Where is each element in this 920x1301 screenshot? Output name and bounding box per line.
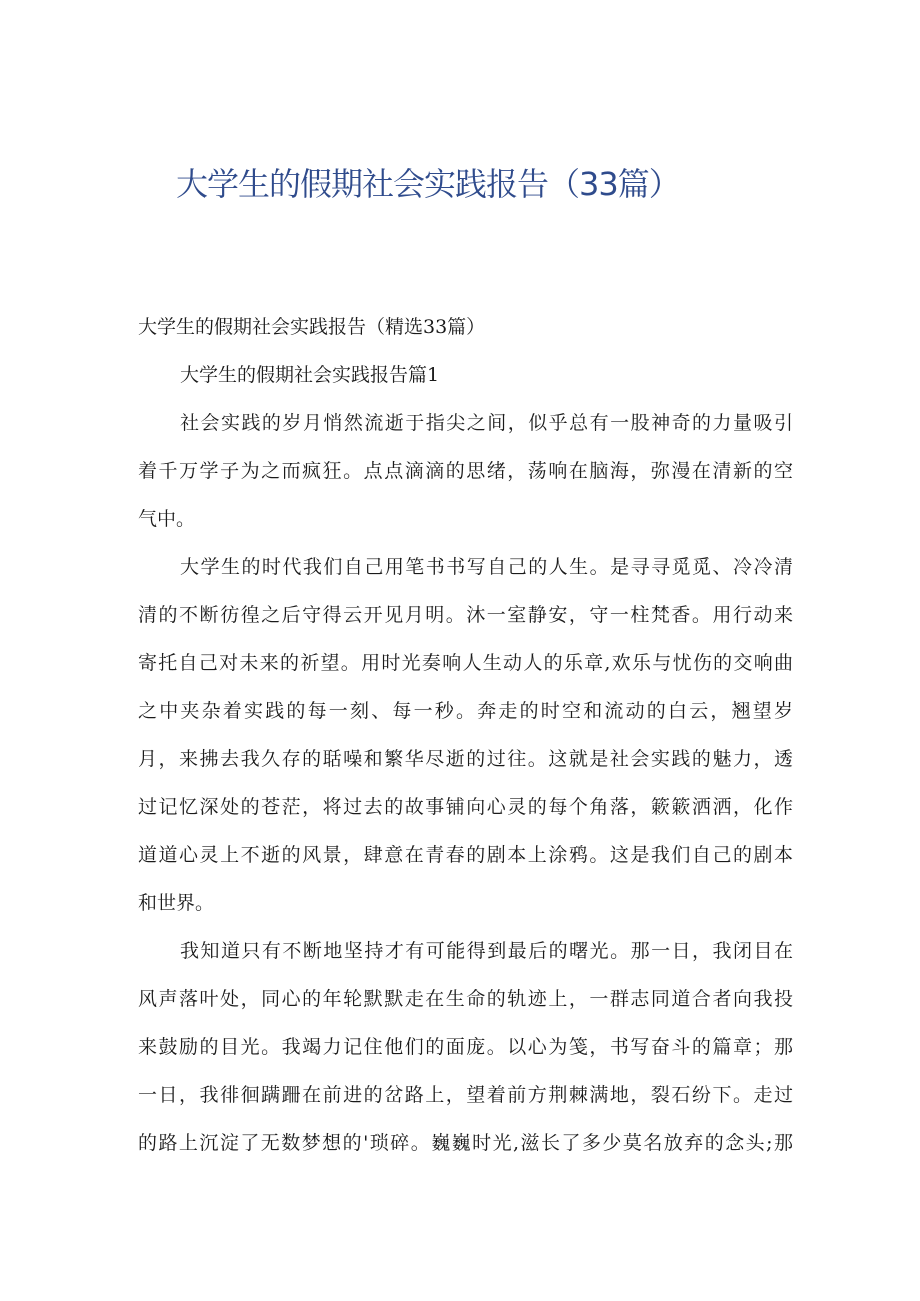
paragraph-line: 气中。 — [138, 508, 196, 530]
paragraph-line: 的路上沉淀了无数梦想的'琐碎。巍巍时光,滋长了多少莫名放弃的念头;那 — [138, 1132, 793, 1154]
paragraph-line: 过记忆深处的苍茫，将过去的故事铺向心灵的每个角落，簌簌洒洒，化作 — [138, 796, 793, 818]
paragraph-line: 月，来拂去我久存的聒噪和繁华尽逝的过往。这就是社会实践的魅力，透 — [138, 748, 793, 770]
section-heading: 大学生的假期社会实践报告篇1 — [180, 364, 440, 386]
paragraph-line: 寄托自己对未来的祈望。用时光奏响人生动人的乐章,欢乐与忧伤的交响曲 — [138, 652, 793, 674]
paragraph-line: 着千万学子为之而疯狂。点点滴滴的思绪，荡响在脑海，弥漫在清新的空 — [138, 460, 793, 482]
paragraph-line: 之中夹杂着实践的每一刻、每一秒。奔走的时空和流动的白云，翘望岁 — [138, 700, 793, 722]
paragraph-line: 一日，我徘徊蹒跚在前进的岔路上，望着前方荆棘满地，裂石纷下。走过 — [138, 1084, 793, 1106]
paragraph-line: 社会实践的岁月悄然流逝于指尖之间，似乎总有一股神奇的力量吸引 — [180, 412, 793, 434]
paragraph-line: 我知道只有不断地坚持才有可能得到最后的曙光。那一日，我闭目在 — [180, 940, 793, 962]
paragraph-2 — [138, 543, 793, 927]
paragraph-1 — [138, 399, 793, 543]
paragraph-line: 和世界。 — [138, 892, 215, 914]
paragraph-line: 清的不断彷徨之后守得云开见月明。沐一室静安，守一柱梵香。用行动来 — [138, 604, 793, 626]
paragraph-3 — [138, 927, 793, 1167]
paragraph-line: 来鼓励的目光。我竭力记住他们的面庞。以心为笺，书写奋斗的篇章；那 — [138, 1036, 793, 1058]
document-subtitle: 大学生的假期社会实践报告（精选33篇） — [138, 316, 486, 338]
paragraph-line: 风声落叶处，同心的年轮默默走在生命的轨迹上，一群志同道合者向我投 — [138, 988, 793, 1010]
document-body — [138, 303, 793, 1167]
document-title: 大学生的假期社会实践报告（33篇） — [176, 165, 680, 203]
paragraph-line: 道道心灵上不逝的风景，肆意在青春的剧本上涂鸦。这是我们自己的剧本 — [138, 844, 793, 866]
paragraph-line: 大学生的时代我们自己用笔书书写自己的人生。是寻寻觅觅、冷冷清 — [180, 556, 793, 578]
